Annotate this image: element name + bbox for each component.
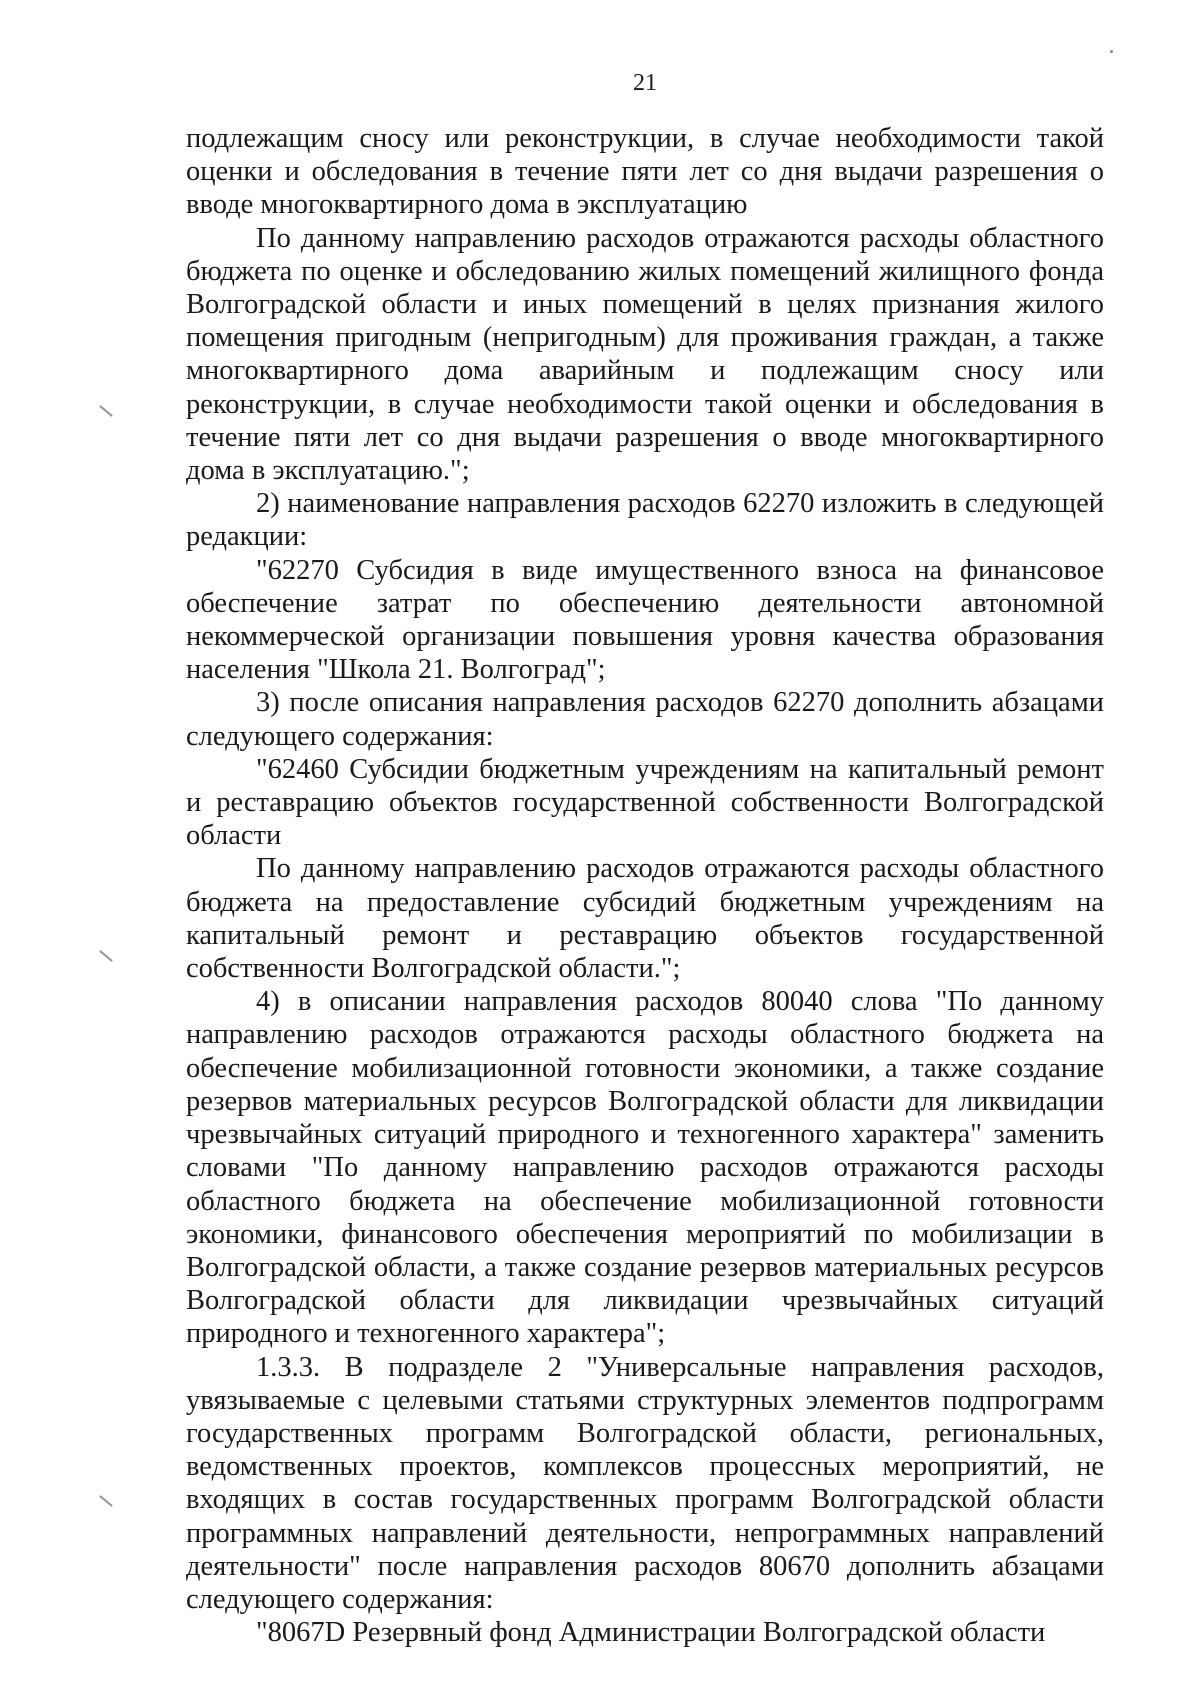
- page-number: 21: [633, 70, 657, 96]
- scan-mark: [99, 1495, 113, 1507]
- paragraph: 4) в описании направления расходов 80040 слова "По данному направлению расходов отражаются расходы областного бюджета на обеспечение мобилизационной готовности экономики, а также создание резервов материальных ресурсов Волгоградской области для ликвидации чрезвычайных ситуаций природного и техногенного характера" заменить словами "По данному направлению расходов отражаются расходы областного бюджета на обеспечение мобилизационной готовности экономики, финансового обеспечения мероприятий по мобилизации в Волгоградской области, а также создание резервов материальных ресурсов Волгоградской области для ликвидации чрезвычайных ситуаций природного и техногенного характера";: [186, 986, 1104, 1350]
- paragraph: По данному направлению расходов отражаются расходы областного бюджета по оценке и обследованию жилых помещений жилищного фонда Волгоградской области и иных помещений в целях признания жилого помещения пригодным (непригодным) для проживания граждан, а также многоквартирного дома аварийным и подлежащим сносу или реконструкции, в случае необходимости такой оценки и обследования в течение пяти лет со дня выдачи разрешения о вводе многоквартирного дома в эксплуатацию.";: [186, 222, 1104, 487]
- document-body: [186, 122, 1104, 1649]
- scan-mark: [99, 950, 113, 962]
- paragraph: 2) наименование направления расходов 62270 изложить в следующей редакции:: [186, 488, 1104, 553]
- paragraph: "62270 Субсидия в виде имущественного взноса на финансовое обеспечение затрат по обеспечению деятельности автономной некоммерческой организации повышения уровня качества образования населения "Школа 21. Волгоград";: [186, 554, 1104, 686]
- paragraph: 3) после описания направления расходов 62270 дополнить абзацами следующего содержания:: [186, 687, 1104, 752]
- paragraph: По данному направлению расходов отражаются расходы областного бюджета на предоставление субсидий бюджетным учреждениям на капитальный ремонт и реставрацию объектов государственной собственности Волгоградской области.";: [186, 853, 1104, 985]
- paragraph: подлежащим сносу или реконструкции, в случае необходимости такой оценки и обследования в течение пяти лет со дня выдачи разрешения о вводе многоквартирного дома в эксплуатацию: [186, 123, 1104, 221]
- paragraph: 1.3.3. В подразделе 2 "Универсальные направления расходов, увязываемые с целевыми статьями структурных элементов подпрограмм государственных программ Волгоградской области, региональных, ведомственных проектов, комплексов процессных мероприятий, не входящих в состав государственных программ Волгоградской области программных направлений деятельности, непрограммных направлений деятельности" после направления расходов 80670 дополнить абзацами следующего содержания:: [186, 1351, 1104, 1615]
- paragraph: "8067D Резервный фонд Администрации Волгоградской области: [256, 1617, 1046, 1649]
- scan-dot: [1110, 50, 1113, 53]
- scan-mark: [99, 405, 113, 417]
- paragraph: "62460 Субсидии бюджетным учреждениям на капитальный ремонт и реставрацию объектов государственной собственности Волгоградской области: [186, 753, 1104, 852]
